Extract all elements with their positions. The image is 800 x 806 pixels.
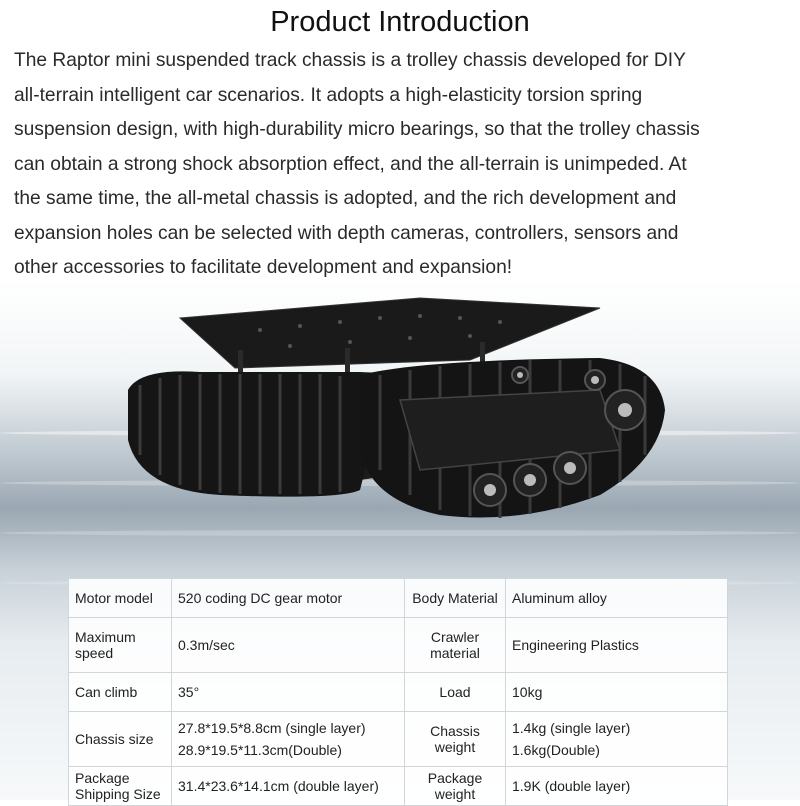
spec-value: Aluminum alloy <box>506 579 728 618</box>
spec-label: Chassis weight <box>405 712 506 767</box>
spec-label: Crawler material <box>405 618 506 673</box>
spec-value-line: 1.6kg(Double) <box>512 742 600 758</box>
intro-line: other accessories to facilitate development and expansion! <box>14 257 513 278</box>
track-chassis-image <box>0 280 800 580</box>
intro-line: The Raptor mini suspended track chassis is a trolley chassis developed for DIY <box>14 50 686 71</box>
spec-value: 31.4*23.6*14.1cm (double layer) <box>172 767 405 806</box>
intro-line: can obtain a strong shock absorption effect, and the all-terrain is unimpeded. At <box>14 153 687 175</box>
spec-label: Body Material <box>405 579 506 618</box>
spec-label: Load <box>405 673 506 712</box>
spec-label: Maximum speed <box>69 618 172 673</box>
spec-value-line: 27.8*19.5*8.8cm (single layer) <box>178 720 366 736</box>
table-row <box>69 618 728 673</box>
intro-paragraph <box>14 44 794 286</box>
spec-label: Chassis size <box>69 712 172 767</box>
spec-value <box>506 712 728 767</box>
page-title: Product Introduction <box>270 6 530 38</box>
spec-label: Package weight <box>405 767 506 806</box>
spec-value <box>172 712 405 767</box>
spec-value-line: 1.4kg (single layer) <box>512 720 631 736</box>
spec-label: Can climb <box>69 673 172 712</box>
intro-line: the same time, the all-metal chassis is adopted, and the rich development and <box>14 188 677 209</box>
spec-label: Motor model <box>69 579 172 618</box>
intro-line: all-terrain intelligent car scenarios. It adopts a high-elasticity torsion spring <box>14 84 643 106</box>
table-row <box>69 579 728 618</box>
spec-value-line: 28.9*19.5*11.3cm(Double) <box>178 742 342 758</box>
spec-value: 0.3m/sec <box>172 618 405 673</box>
spec-table <box>68 578 728 806</box>
intro-line: expansion holes can be selected with depth cameras, controllers, sensors and <box>14 222 679 244</box>
spec-value: 35° <box>172 673 405 712</box>
spec-value: 520 coding DC gear motor <box>172 579 405 618</box>
table-row <box>69 712 728 767</box>
spec-value: 1.9K (double layer) <box>506 767 728 806</box>
intro-line: suspension design, with high-durability micro bearings, so that the trolley chassis <box>14 119 700 140</box>
spec-value: 10kg <box>506 673 728 712</box>
table-row <box>69 673 728 712</box>
spec-label: Package Shipping Size <box>69 767 172 806</box>
spec-value: Engineering Plastics <box>506 618 728 673</box>
